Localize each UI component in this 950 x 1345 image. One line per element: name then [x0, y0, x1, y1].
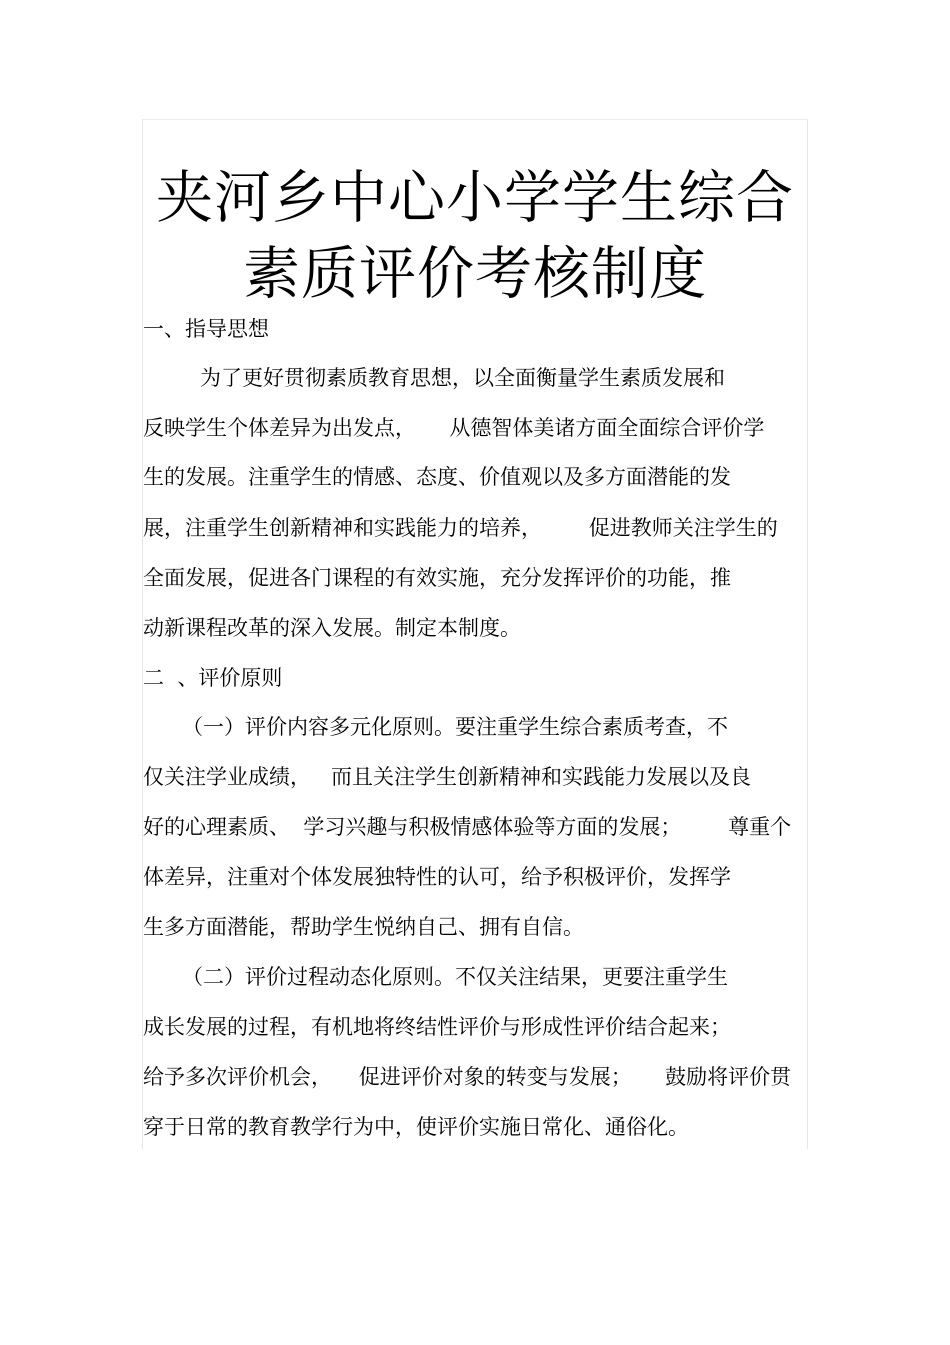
principle-2-line: 给予多次评价机会， 促进评价对象的转变与发展； 鼓励将评价贯	[143, 1065, 792, 1089]
section-2-heading: 二 、评价原则	[143, 666, 283, 690]
section-1-paragraph-line: 动新课程改革的深入发展。制定本制度。	[143, 616, 521, 640]
section-1-paragraph-line: 展，注重学生创新精神和实践能力的培养， 促进教师关注学生的	[143, 516, 778, 540]
principle-1-line: 仅关注学业成绩， 而且关注学生创新精神和实践能力发展以及良	[143, 765, 752, 789]
principle-1-line: 好的心理素质、 学习兴趣与积极情感体验等方面的发展； 尊重个	[143, 815, 792, 839]
section-1-paragraph-line: 为了更好贯彻素质教育思想，以全面衡量学生素质发展和	[200, 366, 725, 390]
principle-1-line: 体差异，注重对个体发展独特性的认可，给予积极评价，发挥学	[143, 865, 731, 889]
section-1-paragraph-line: 生的发展。注重学生的情感、态度、价值观以及多方面潜能的发	[143, 465, 731, 489]
section-1-paragraph-line: 全面发展，促进各门课程的有效实施，充分发挥评价的功能，推	[143, 566, 731, 590]
principle-1-line: （一）评价内容多元化原则。要注重学生综合素质考查，不	[182, 715, 728, 739]
principle-2-line: 成长发展的过程，有机地将终结性评价与形成性评价结合起来；	[143, 1015, 731, 1039]
document-title-line-1: 夹河乡中心小学学生综合	[156, 165, 794, 231]
principle-2-line: 穿于日常的教育教学行为中，使评价实施日常化、通俗化。	[143, 1115, 689, 1139]
section-1-paragraph-line: 反映学生个体差异为出发点， 从德智体美诸方面全面综合评价学	[143, 416, 765, 440]
principle-1-line: 生多方面潜能，帮助学生悦纳自己、拥有自信。	[143, 915, 584, 939]
principle-2-line: （二）评价过程动态化原则。不仅关注结果，更要注重学生	[182, 965, 728, 989]
document-title-line-2: 素质评价考核制度	[243, 241, 707, 307]
section-1-heading: 一、指导思想	[143, 317, 269, 341]
